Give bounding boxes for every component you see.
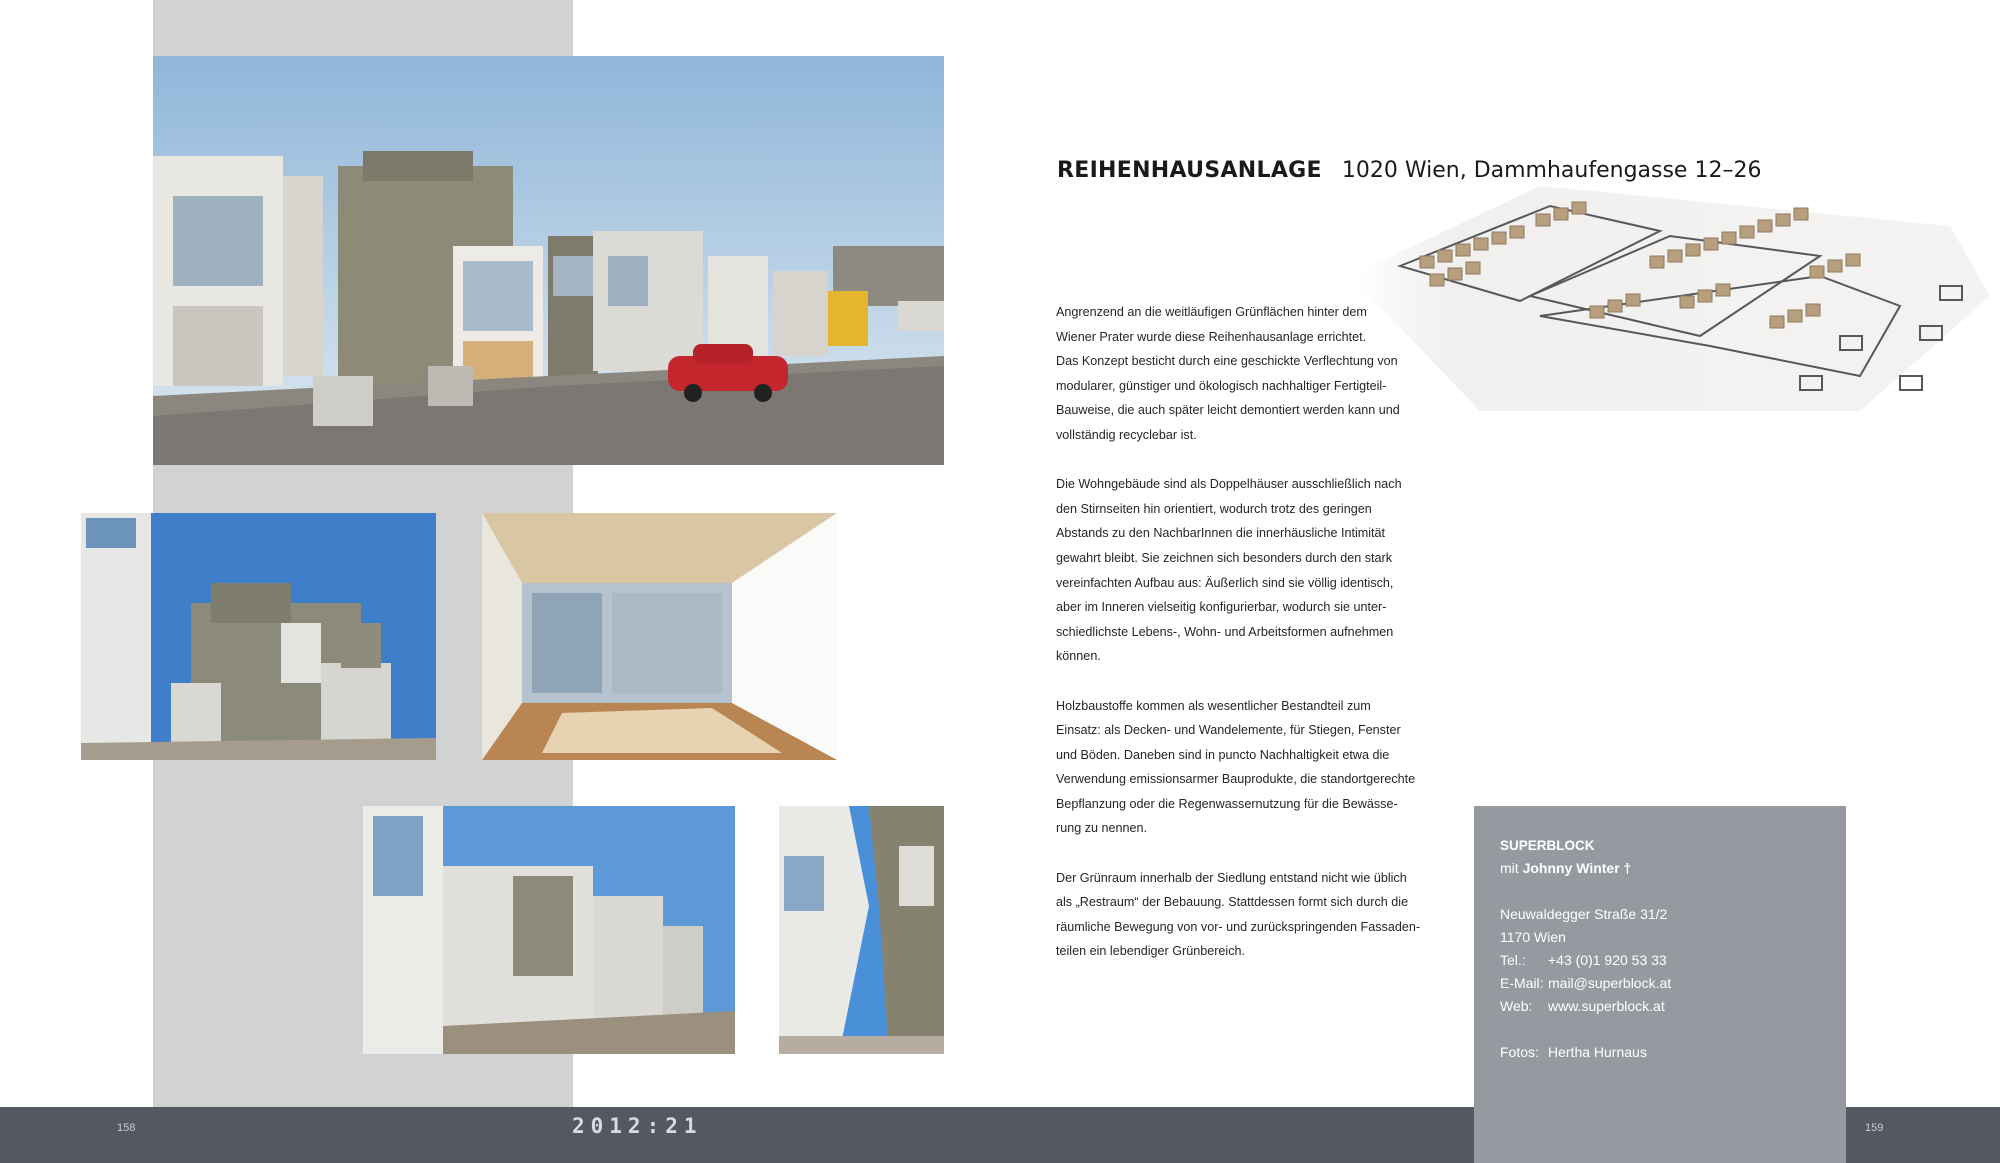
text-line: Wiener Prater wurde diese Reihenhausanlage errichtet.: [1056, 329, 1367, 344]
web-link[interactable]: www.superblock.at: [1548, 998, 1665, 1014]
project-description: [1056, 300, 1441, 989]
text-line: aber im Inneren vielseitig konfigurierbar, wodurch sie unter-: [1056, 600, 1387, 615]
text-line: modularer, günstiger und ökologisch nachhaltiger Fertigteil-: [1056, 378, 1387, 393]
architect-info-box: [1474, 806, 1846, 1163]
text-line: Das Konzept besticht durch eine geschickte Verflechtung von: [1056, 354, 1398, 369]
street-address: Neuwaldegger Straße 31/2: [1500, 906, 1668, 922]
web-line: [1500, 995, 1671, 1018]
project-title: REIHENHAUSANLAGE: [1057, 158, 1322, 183]
photo-credit-line: [1500, 1041, 1671, 1064]
text-line: Verwendung emissionsarmer Bauprodukte, die standortgerechte: [1056, 772, 1416, 787]
publication-logo: 2012:21: [572, 1114, 703, 1138]
photo-facade-detail: [779, 806, 944, 1054]
photo-row-houses-main: [153, 56, 944, 465]
email-line: [1500, 972, 1671, 995]
page-number-left: 158: [117, 1122, 136, 1134]
text-line: Bepflanzung oder die Regenwassernutzung für die Bewässe-: [1056, 796, 1398, 811]
text-line: vereinfachten Aufbau aus: Äußerlich sind sie völlig identisch,: [1056, 575, 1394, 590]
page-title: [1057, 158, 1761, 183]
photographer: Hertha Hurnaus: [1548, 1044, 1647, 1060]
text-line: den Stirnseiten hin orientiert, wodurch trotz des geringen: [1056, 501, 1372, 516]
text-line: Holzbaustoffe kommen als wesentlicher Bestandteil zum: [1056, 698, 1371, 713]
text-line: Einsatz: als Decken- und Wandelemente, für Stiegen, Fenster: [1056, 723, 1401, 738]
photo-interior-room: [482, 513, 837, 760]
text-line: Bauweise, die auch später leicht demontiert werden kann und: [1056, 403, 1400, 418]
partner-line: [1500, 857, 1671, 880]
company-name: SUPERBLOCK: [1500, 838, 1595, 853]
photo-exterior-houses: [81, 513, 436, 760]
photos-label: Fotos:: [1500, 1044, 1539, 1060]
paragraph-1: [1056, 300, 1441, 448]
city: 1170 Wien: [1500, 929, 1566, 945]
text-line: als „Restraum“ der Bebauung. Stattdessen formt sich durch die: [1056, 895, 1409, 910]
page-number-right: 159: [1865, 1122, 1884, 1134]
paragraph-4: [1056, 866, 1441, 964]
email-label: E-Mail:: [1500, 975, 1544, 991]
partner-prefix: mit: [1500, 860, 1519, 876]
text-line: Angrenzend an die weitläufigen Grünflächen hinter dem: [1056, 305, 1367, 319]
text-line: räumliche Bewegung von vor- und zurückspringenden Fassaden-: [1056, 919, 1421, 934]
phone-label: Tel.:: [1500, 952, 1526, 968]
text-line: teilen ein lebendiger Grünbereich.: [1056, 944, 1246, 959]
photo-facade-garden: [363, 806, 735, 1054]
text-line: rung zu nennen.: [1056, 821, 1148, 836]
text-line: und Böden. Daneben sind in puncto Nachhaltigkeit etwa die: [1056, 747, 1390, 762]
partner-name: Johnny Winter †: [1522, 860, 1632, 876]
project-address: 1020 Wien, Dammhaufengasse 12–26: [1341, 158, 1762, 183]
text-line: Abstands zu den NachbarInnen die innerhäusliche Intimität: [1056, 526, 1386, 541]
phone-line: [1500, 949, 1671, 972]
paragraph-3: [1056, 694, 1441, 842]
text-line: schiedlichste Lebens-, Wohn- und Arbeitsformen aufnehmen: [1056, 624, 1394, 639]
web-label: Web:: [1500, 998, 1533, 1014]
email-link[interactable]: mail@superblock.at: [1548, 975, 1672, 991]
paragraph-2: [1056, 472, 1441, 669]
text-line: Der Grünraum innerhalb der Siedlung entstand nicht wie üblich: [1056, 870, 1407, 885]
text-line: gewahrt bleibt. Sie zeichnen sich besonders durch den stark: [1056, 550, 1393, 565]
text-line: können.: [1056, 649, 1101, 664]
text-line: Die Wohngebäude sind als Doppelhäuser ausschließlich nach: [1056, 477, 1402, 492]
phone-number: +43 (0)1 920 53 33: [1548, 952, 1667, 968]
text-line: vollständig recyclebar ist.: [1056, 427, 1197, 442]
